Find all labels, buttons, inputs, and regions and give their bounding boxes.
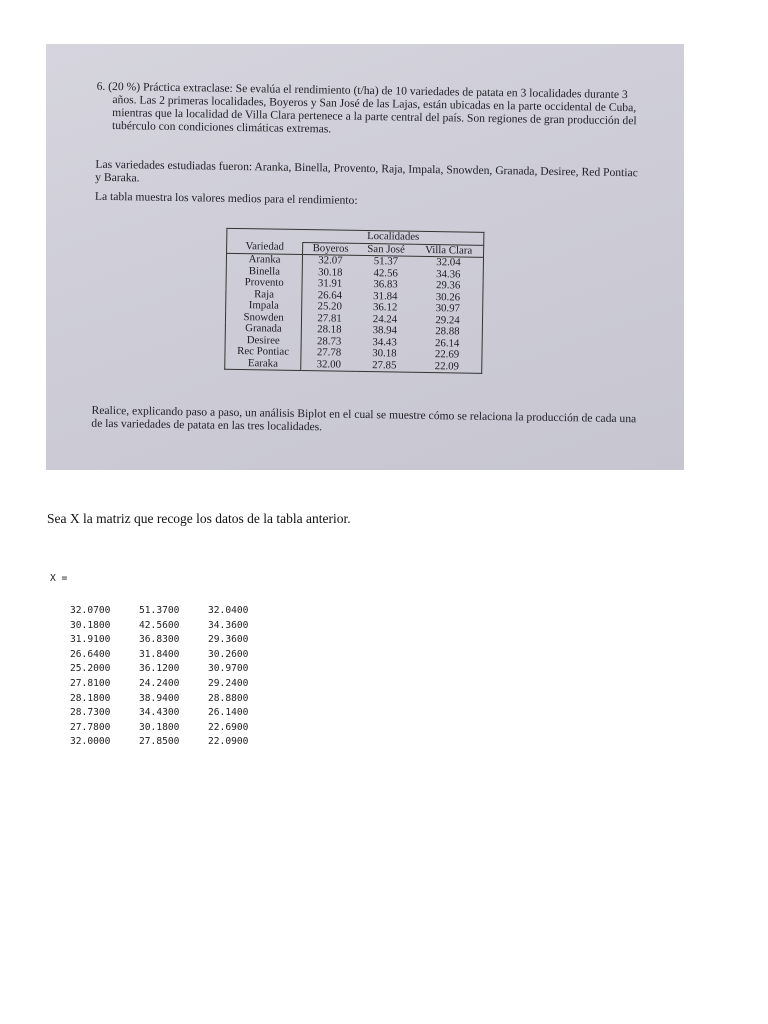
variety-cell: Aranka (226, 253, 302, 266)
yield-cell: 26.14 (413, 337, 483, 350)
yield-cell: 42.56 (373, 266, 398, 280)
matrix-value: 36.8300 (139, 634, 180, 646)
matrix-row (70, 735, 277, 750)
yield-cell: 25.20 (302, 301, 357, 313)
yield-cell: 34.36 (414, 268, 484, 281)
matrix-value: 22.6900 (208, 721, 249, 733)
yield-cell: 27.85 (356, 359, 413, 372)
yield-cell: 32.00 (301, 359, 356, 372)
localidades-header: Localidades (303, 230, 484, 245)
matrix-value: 30.9700 (208, 663, 249, 675)
task-paragraph: Realice, explicando paso a paso, un análisis Biplot en el cual se muestre cómo se relaciona la producción de cada una de las variedades de patata en las tres localidades. (91, 403, 637, 434)
matrix-value: 30.2600 (208, 648, 249, 660)
yield-table-container (224, 228, 484, 374)
variety-cell: Granada (225, 323, 301, 336)
matrix-value: 28.7300 (70, 707, 111, 719)
yield-cell: 28.73 (301, 336, 356, 348)
yield-cell: 22.09 (412, 360, 482, 373)
matrix-value: 30.1800 (70, 619, 111, 631)
column-header: Variedad (227, 241, 303, 255)
varieties-paragraph: Las variedades estudiadas fueron: Aranka, Binella, Provento, Raja, Impala, Snowden, Granada, Desiree, Red Pontiac y Baraka. (95, 157, 638, 185)
column-header: Villa Clara (414, 244, 484, 258)
matrix-value: 34.3600 (208, 619, 249, 631)
yield-cell: 27.78 (301, 347, 356, 359)
yield-cell: 51.37 (373, 255, 399, 268)
variety-cell: Impala (226, 300, 302, 313)
matrix-row (70, 692, 277, 707)
yield-cell: 31.84 (373, 289, 398, 303)
matrix-value: 30.1800 (139, 721, 180, 733)
yield-cell: 30.26 (413, 291, 483, 304)
yield-cell: 28.18 (302, 324, 357, 336)
matrix-value: 42.5600 (139, 619, 180, 631)
yield-table-body (225, 253, 484, 373)
yield-cell: 27.81 (302, 313, 357, 325)
yield-table (224, 228, 484, 374)
matrix-value: 32.0700 (70, 605, 111, 616)
yield-cell: 31.91 (302, 278, 357, 290)
column-header: Boyeros (303, 242, 358, 255)
matrix-value: 29.3600 (208, 634, 249, 646)
matrix-value: 32.0000 (70, 736, 111, 748)
console-label: X = (50, 573, 68, 584)
yield-cell: 38.94 (372, 324, 398, 337)
yield-cell: 32.04 (414, 256, 484, 269)
matrix-value: 25.2000 (70, 663, 111, 675)
exercise-statement: 6. (20 %) Práctica extraclase: Se evalúa el rendimiento (t/ha) de 10 variedades de patata en 3 localidades durante 3 años. Las 2 primeras localidades, Boyeros y San José de las Lajas, están ubicadas en la parte occidental de Cuba, mientras que la localidad de Villa Clara pertenece a la parte central del país. Son regiones de gran producción del tubérculo con condiciones climáticas extremas. (96, 79, 637, 136)
matrix-row (70, 662, 277, 677)
matrix-value: 28.1800 (70, 692, 111, 704)
yield-cell: 29.36 (414, 280, 484, 293)
column-header: San José (358, 243, 415, 256)
yield-cell: 30.18 (372, 347, 397, 360)
matrix-value: 34.4300 (139, 707, 180, 719)
matrix-value: 27.8500 (139, 736, 180, 748)
matrix-value: 26.1400 (208, 707, 249, 719)
matrix-row (70, 706, 277, 721)
yield-cell: 28.88 (413, 326, 483, 339)
variety-cell: Earaka (225, 357, 301, 370)
matrix-row (70, 604, 277, 619)
matrix-caption: Sea X la matriz que recoge los datos de la tabla anterior. (47, 511, 351, 526)
matrix-value: 22.0900 (208, 736, 249, 748)
variety-cell: Provento (226, 277, 302, 290)
yield-cell: 32.07 (303, 255, 358, 268)
matrix-row (70, 648, 277, 663)
table-intro: La tabla muestra los valores medios para el rendimiento: (94, 189, 358, 207)
matrix-value: 26.6400 (70, 648, 111, 660)
console-matrix (70, 604, 277, 750)
matrix-row (70, 721, 277, 736)
variety-cell: Binella (226, 265, 302, 278)
yield-cell: 29.24 (413, 314, 483, 327)
table-row (225, 357, 482, 373)
yield-cell: 26.64 (302, 290, 357, 302)
matrix-value: 38.9400 (139, 692, 180, 704)
matrix-value: 24.2400 (139, 677, 180, 689)
matrix-value: 27.8100 (70, 677, 111, 689)
exercise-photo (46, 44, 684, 470)
yield-cell: 36.83 (373, 278, 398, 291)
yield-cell: 36.12 (372, 301, 398, 314)
matrix-row (70, 633, 277, 648)
matrix-value: 36.1200 (139, 663, 180, 675)
matrix-value: 29.2400 (208, 677, 249, 689)
variety-cell: Rec Pontiac (225, 346, 301, 359)
matrix-value: 31.9100 (70, 634, 111, 646)
yield-cell: 24.24 (372, 312, 398, 326)
matrix-value: 27.7800 (70, 721, 111, 733)
exercise-sheet (46, 44, 684, 470)
yield-cell: 22.69 (413, 349, 483, 362)
yield-cell: 30.18 (302, 267, 357, 279)
variety-cell: Desiree (225, 334, 301, 347)
matrix-value: 51.3700 (139, 605, 180, 616)
variety-cell: Raja (226, 288, 302, 301)
matrix-value: 32.0400 (208, 605, 249, 616)
yield-cell: 34.43 (372, 335, 397, 349)
yield-cell: 30.97 (413, 303, 483, 316)
matrix-row (70, 677, 277, 692)
variety-cell: Snowden (225, 311, 301, 324)
matrix-value: 31.8400 (139, 648, 180, 660)
matrix-row (70, 619, 277, 634)
matrix-value: 28.8800 (208, 692, 249, 704)
